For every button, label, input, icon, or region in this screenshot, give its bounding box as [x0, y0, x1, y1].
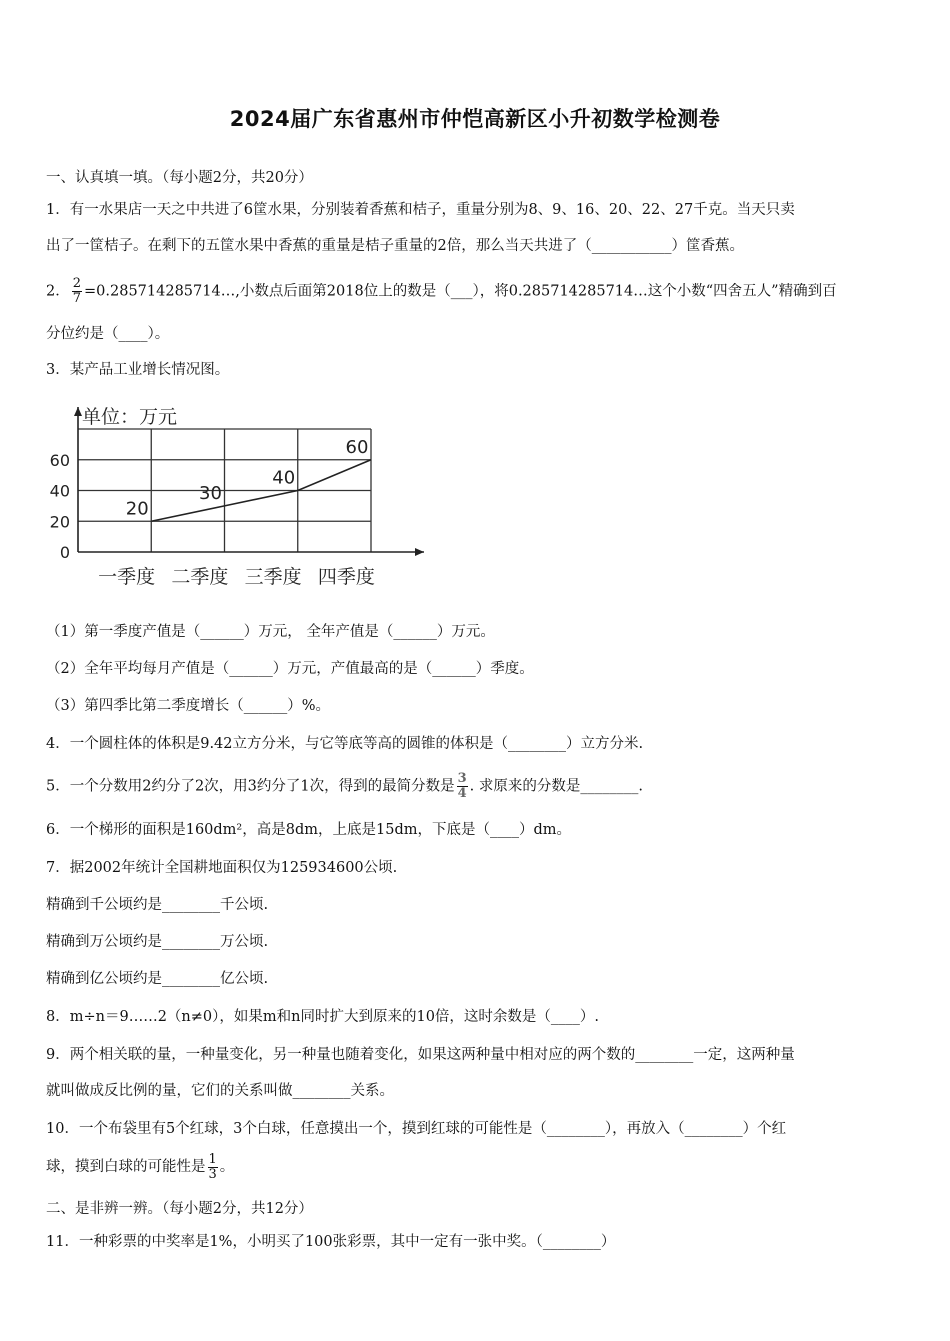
question-2-line-2: 分位约是（____）。: [46, 326, 170, 342]
question-7-3: 精确到亿公顷约是________亿公顷.: [46, 971, 269, 987]
data-label: 40: [272, 467, 296, 489]
question-3-3: （3）第四季比第二季度增长（______）%。: [46, 698, 331, 714]
data-label: 30: [199, 482, 222, 504]
data-label: 20: [125, 498, 149, 520]
question-9-line-1: 9．两个相关联的量，一种量变化，另一种量也随着变化，如果这两种量中相对应的两个数的________一定，这两种量: [46, 1047, 795, 1063]
x-axis-arrow: [415, 548, 424, 556]
question-1-line-1: 1．有一水果店一天之中共进了6筐水果，分别装着香蕉和桔子，重量分别为8、9、16、20、22、27千克。当天只卖: [46, 202, 795, 218]
data-labels: [126, 437, 369, 520]
section-2-heading: 二、是非辨一辨。（每小题2分，共12分）: [46, 1201, 313, 1217]
x-category-label: 二季度: [171, 566, 229, 588]
question-1-line-2: 出了一筐桔子。在剩下的五筐水果中香蕉的重量是桔子重量的2倍，那么当天共进了（___________）筐香蕉。: [46, 238, 744, 254]
question-2-line-1: [46, 277, 916, 306]
question-7: 7．据2002年统计全国耕地面积仅为125934600公顷.: [46, 860, 398, 876]
y-tick-label: 60: [49, 450, 70, 470]
question-7-1: 精确到千公顷约是________千公顷.: [46, 897, 269, 913]
data-label: 60: [345, 436, 369, 458]
question-10-text-c: 。: [219, 1159, 235, 1175]
fraction-3-4: [457, 772, 468, 801]
question-5-text-b: . 求原来的分数是________.: [469, 778, 643, 795]
line-chart: [44, 395, 444, 595]
question-3-2: （2）全年平均每月产值是（______）万元，产值最高的是（______）季度。: [46, 661, 534, 677]
question-9-line-2: 就叫做成反比例的量，它们的关系叫做________关系。: [46, 1083, 394, 1099]
question-2-number: 2．: [46, 283, 70, 300]
chart-unit-label: 单位：万元: [82, 406, 178, 428]
y-axis-ticks: [50, 451, 70, 562]
question-2-text: =0.285714285714…,小数点后面第2018位上的数是（___），将0.285714285714…这个小数“四舍五人”精确到百: [84, 283, 837, 300]
x-category-label: 四季度: [317, 566, 375, 588]
y-tick-label: 40: [49, 481, 70, 501]
fraction-numerator: 3: [457, 771, 467, 786]
question-10-text-b: 球，摸到白球的可能性是: [46, 1159, 206, 1175]
fraction-denominator: 7: [72, 291, 82, 306]
fraction-numerator: 2: [72, 276, 82, 291]
question-5-text-a: 5．一个分数用2约分了2次，用3约分了1次，得到的最简分数是: [46, 778, 455, 795]
question-10-line-2: [46, 1152, 916, 1182]
question-3-1: （1）第一季度产值是（______）万元， 全年产值是（______）万元。: [46, 624, 495, 640]
chart-grid: [78, 429, 371, 552]
x-category-label: 三季度: [244, 566, 302, 588]
y-axis-arrow: [74, 407, 82, 416]
question-11: 11．一种彩票的中奖率是1%，小明买了100张彩票，其中一定有一张中奖。（________）: [46, 1234, 616, 1250]
question-7-2: 精确到万公顷约是________万公顷.: [46, 934, 269, 950]
y-tick-label: 0: [59, 543, 70, 562]
y-tick-label: 20: [49, 512, 70, 532]
question-5: [46, 772, 916, 801]
fraction-numerator: 1: [208, 1151, 217, 1167]
question-3-line: 3．某产品工业增长情况图。: [46, 362, 230, 378]
question-10-line-1: 10．一个布袋里有5个红球，3个白球，任意摸出一个，摸到红球的可能性是（________），再放入（________）个红: [46, 1121, 787, 1137]
x-category-label: 一季度: [98, 566, 156, 588]
x-axis-labels: [98, 566, 375, 588]
fraction-denominator: 4: [457, 786, 467, 801]
question-6: 6．一个梯形的面积是160dm²，高是8dm，上底是15dm，下底是（____）dm。: [46, 822, 572, 838]
page-title: 2024届广东省惠州市仲恺高新区小升初数学检测卷: [229, 107, 721, 131]
fraction-1-3: [208, 1153, 218, 1182]
fraction-denominator: 3: [208, 1166, 217, 1182]
question-4: 4．一个圆柱体的体积是9.42立方分米，与它等底等高的圆锥的体积是（________）立方分米.: [46, 736, 644, 752]
fraction-2-7: [72, 277, 82, 306]
section-1-heading: 一、认真填一填。（每小题2分，共20分）: [46, 170, 313, 186]
question-8: 8．m÷n＝9……2（n≠0），如果m和n同时扩大到原来的10倍，这时余数是（____）.: [46, 1009, 600, 1025]
